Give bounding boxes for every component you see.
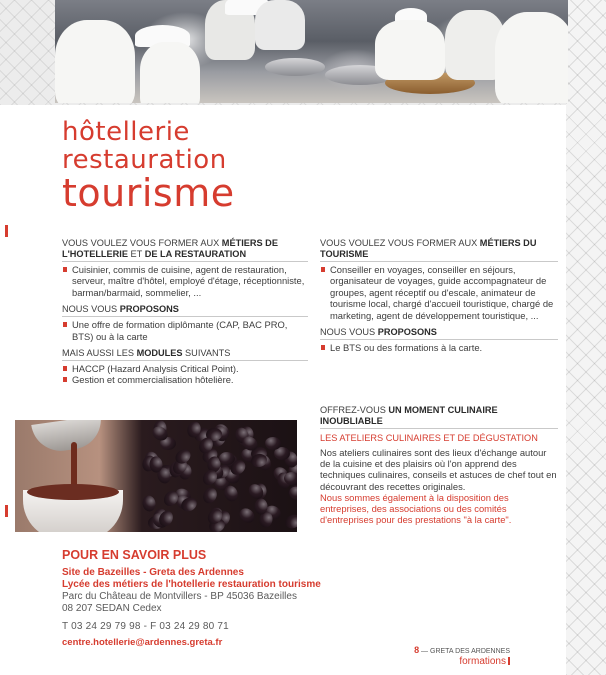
list-item: Gestion et commercialisation hôtelière. (62, 374, 308, 385)
section-heading: NOUS VOUS PROPOSONS (62, 304, 308, 317)
side-pattern (566, 0, 606, 675)
list-item: Conseiller en voyages, conseiller en séjours, organisateur de voyages, guide accompagnateur de groupes, agent réceptif ou d'escale, animateur de tourisme local, chargé d'accueil touristique, chargé de marketing, agent de développement touristique, ... (320, 264, 558, 321)
chef-figure (375, 20, 445, 80)
title-line-restauration: restauration (62, 145, 227, 175)
footer-label: formations (380, 656, 510, 668)
address-city: 08 207 SEDAN Cedex (62, 603, 162, 614)
list-item: Le BTS ou des formations à la carte. (320, 342, 558, 353)
page-title (62, 117, 235, 215)
lycee-name: Lycée des métiers de l'hotellerie restauration tourisme (62, 579, 321, 590)
section-heading: NOUS VOUS PROPOSONS (320, 327, 558, 340)
sauce (27, 484, 119, 500)
site-name: Site de Bazeilles - Greta des Ardennes (62, 567, 244, 578)
chef-figure (140, 42, 200, 103)
section-heading: VOUS VOULEZ VOUS FORMER AUX MÉTIERS DE L'HOTELLERIE ET DE LA RESTAURATION (62, 238, 308, 262)
olive (254, 498, 267, 514)
food-photo (15, 420, 297, 532)
list-item: Cuisinier, commis de cuisine, agent de restauration, serveur, maître d'hôtel, employé d'étage, réceptionniste, barman/barmaid, sommelier, ... (62, 264, 308, 298)
tourisme-column (320, 238, 558, 353)
culinary-section (320, 405, 558, 525)
olive (148, 455, 163, 472)
list-item: HACCP (Hazard Analysis Critical Point). (62, 363, 308, 374)
culinary-body: Nos ateliers culinaires sont des lieux d'échange autour de la cuisine et des plaisirs où l'on apprend des techniques culinaires, conseils et astuces de chef tout en découvrant des recettes originales. (320, 447, 557, 492)
spoon (31, 420, 104, 455)
chef-figure (55, 20, 135, 103)
pan (265, 58, 325, 76)
title-line-tourisme: tourisme (62, 171, 235, 215)
address-line: Parc du Château de Montvillers - BP 45036 Bazeilles (62, 591, 297, 602)
section-heading: OFFREZ-VOUS UN MOMENT CULINAIRE INOUBLIABLE (320, 405, 558, 429)
page-number: 8 — GRETA DES ARDENNES (414, 645, 510, 655)
phone-fax: T 03 24 29 79 98 - F 03 24 29 80 71 (62, 621, 229, 632)
contact-heading: POUR EN SAVOIR PLUS (62, 548, 207, 562)
chef-figure (255, 0, 305, 50)
contact-block (62, 548, 402, 649)
chef-figure (495, 12, 568, 103)
margin-marker (5, 225, 8, 237)
section-heading: MAIS AUSSI LES MODULES SUIVANTS (62, 348, 308, 361)
page-footer (380, 646, 510, 668)
olive (283, 512, 297, 531)
culinary-subheading: LES ATELIERS CULINAIRES ET DE DÉGUSTATION (320, 433, 538, 443)
olive (200, 486, 219, 506)
title-line-hotellerie: hôtellerie (62, 117, 190, 147)
sauce-drip (71, 442, 77, 488)
email-link[interactable]: centre.hotellerie@ardennes.greta.fr (62, 637, 223, 648)
list-item: Une offre de formation diplômante (CAP, BAC PRO, BTS) ou à la carte (62, 319, 308, 342)
hotellerie-column (62, 238, 308, 386)
margin-marker (5, 505, 8, 517)
section-heading: VOUS VOULEZ VOUS FORMER AUX MÉTIERS DU TOURISME (320, 238, 558, 262)
culinary-note: Nous sommes également à la disposition des entreprises, des associations ou des comités d'entreprises pour des prestations "à la carte". (320, 491, 512, 526)
kitchen-photo (55, 0, 568, 103)
olive (142, 495, 157, 513)
